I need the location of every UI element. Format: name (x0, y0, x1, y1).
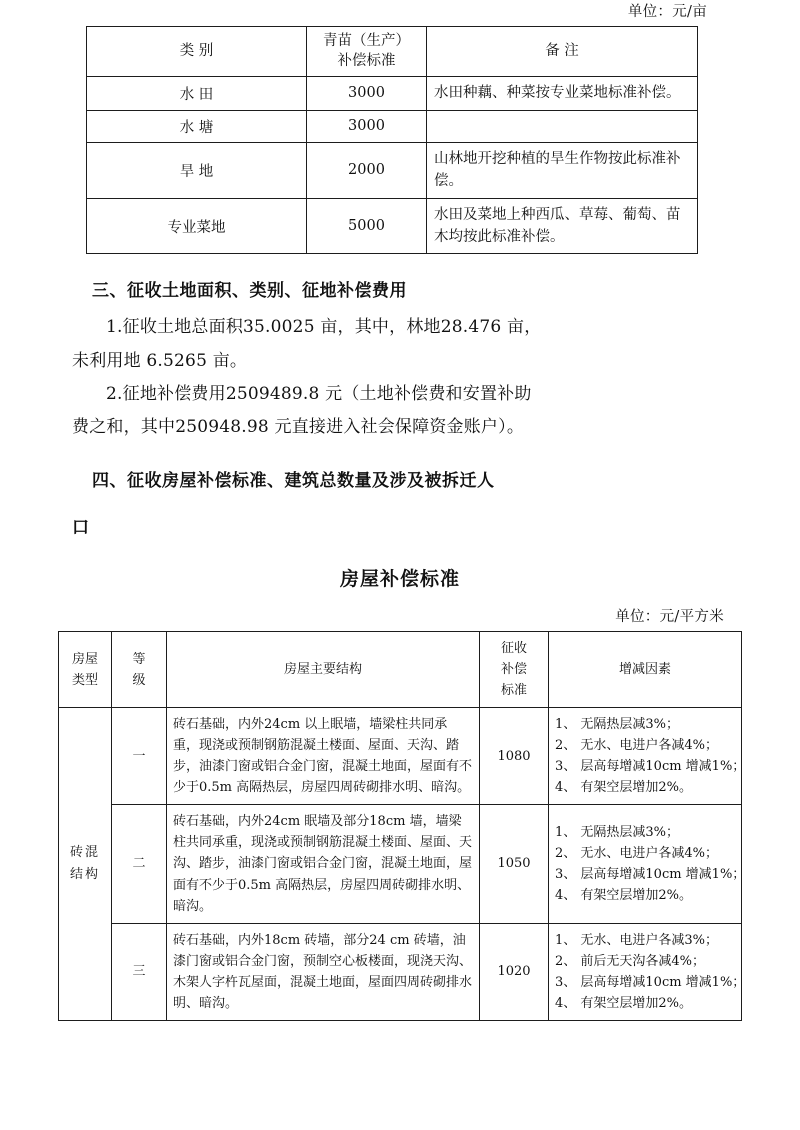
cell-note: 水田种藕、种菜按专业菜地标准补偿。 (427, 77, 698, 110)
cell-standard: 3000 (307, 110, 427, 142)
factor-item: 2、 前后无天沟各减4%； (555, 953, 706, 969)
section-4-heading-cont: 口 (72, 518, 90, 539)
factor-item: 1、 无水、电进户各减3%； (555, 932, 719, 948)
factor-list (555, 930, 746, 1014)
factor-item: 4、 有架空层增加2%。 (555, 780, 693, 796)
factor-item: 2、 无水、电进户各减4%； (555, 845, 719, 861)
table-header-row (87, 27, 698, 77)
header-standard (307, 27, 427, 77)
header-level-line1: 等 (132, 651, 146, 667)
land-table-unit-label: 单位：元/亩 (627, 4, 707, 20)
table-row (87, 77, 698, 110)
table-header-row (59, 632, 742, 708)
table-row (87, 198, 698, 254)
house-table-title: 房屋补偿标准 (339, 568, 460, 591)
cell-standard: 5000 (307, 198, 427, 254)
header-standard (480, 632, 549, 708)
house-compensation-table (58, 631, 746, 1021)
cell-level: 一 (112, 708, 167, 805)
table-row (59, 923, 742, 1020)
table-row (59, 708, 742, 805)
header-level (112, 632, 167, 708)
header-house-type-line1: 房屋 (71, 651, 98, 667)
table-row (87, 110, 698, 142)
header-factors: 增减因素 (549, 632, 742, 708)
cell-note (427, 110, 698, 142)
cell-level: 二 (112, 805, 167, 923)
section-3-paragraph-2-cont: 费之和，其中250948.98 元直接进入社会保障资金账户）。 (72, 416, 525, 437)
cell-note: 山林地开挖种植的旱生作物按此标准补偿。 (427, 142, 698, 198)
table-row (59, 805, 742, 923)
cell-factors (549, 805, 746, 923)
header-house-type-line2: 类型 (71, 672, 98, 688)
section-4-heading: 四、征收房屋补偿标准、建筑总数量及涉及被拆迁人 (92, 471, 495, 492)
cell-standard: 1080 (480, 708, 549, 805)
factor-item: 3、 层高每增减10cm 增减1%； (555, 974, 746, 990)
section-3-paragraph-1-cont: 未利用地 6.5265 亩。 (72, 350, 248, 371)
table-row (87, 142, 698, 198)
cell-category: 专业菜地 (87, 198, 307, 254)
header-standard-line2: 补偿标准 (337, 52, 396, 69)
cell-standard: 1020 (480, 923, 549, 1020)
factor-item: 3、 层高每增减10cm 增减1%； (555, 759, 746, 775)
header-standard-line1: 征收 (500, 641, 527, 657)
house-table-unit-label: 单位：元/平方米 (615, 609, 724, 626)
cell-standard: 3000 (307, 77, 427, 110)
header-standard-line1: 青苗（生产） (323, 33, 410, 49)
cell-structure: 砖石基础，内外24cm 眠墙及部分18cm 墙，墙梁柱共同承重，现浇或预制钢筋混凝土楼面、屋面、天沟、踏步，油漆门窗或铝合金门窗，混凝土地面，屋面有不少于0.5m 高隔热层，房屋四周砖砌排水明、暗沟。 (167, 805, 480, 923)
cell-standard: 1050 (480, 805, 549, 923)
factor-list (555, 714, 746, 798)
header-house-type (59, 632, 112, 708)
section-3-paragraph-1: 1.征收土地总面积35.0025 亩，其中，林地28.476 亩， (106, 317, 542, 338)
section-3-heading: 三、征收土地面积、类别、征地补偿费用 (92, 281, 407, 302)
header-level-line2: 级 (132, 672, 146, 688)
land-compensation-table (86, 26, 698, 254)
cell-factors (549, 708, 746, 805)
header-structure: 房屋主要结构 (167, 632, 480, 708)
header-category: 类 别 (87, 27, 307, 77)
cell-structure: 砖石基础，内外24cm 以上眠墙，墙梁柱共同承重，现浇或预制钢筋混凝土楼面、屋面、天沟、踏步，油漆门窗或铝合金门窗，混凝土地面，屋面有不少于0.5m 高隔热层，房屋四周砖砌排水明、暗沟。 (167, 708, 480, 805)
header-note: 备 注 (427, 27, 698, 77)
factor-item: 4、 有架空层增加2%。 (555, 995, 693, 1011)
factor-item: 4、 有架空层增加2%。 (555, 888, 693, 904)
cell-house-type-text: 砖混结构 (69, 844, 100, 882)
factor-item: 1、 无隔热层减3%； (555, 824, 680, 840)
section-3-paragraph-2: 2.征地补偿费用2509489.8 元（土地补偿费和安置补助 (106, 383, 532, 404)
cell-standard: 2000 (307, 142, 427, 198)
cell-category: 旱 地 (87, 142, 307, 198)
cell-category: 水 塘 (87, 110, 307, 142)
factor-item: 1、 无隔热层减3%； (555, 717, 680, 733)
cell-level: 三 (112, 923, 167, 1020)
cell-category: 水 田 (87, 77, 307, 110)
cell-note: 水田及菜地上种西瓜、草莓、葡萄、苗木均按此标准补偿。 (427, 198, 698, 254)
cell-house-type (59, 708, 112, 1021)
cell-structure: 砖石基础，内外18cm 砖墙，部分24 cm 砖墙，油漆门窗或铝合金门窗，预制空心板楼面，现浇天沟、木架人字杵瓦屋面，混凝土地面，屋面四周砖砌排水明、暗沟。 (167, 923, 480, 1020)
factor-item: 2、 无水、电进户各减4%； (555, 738, 719, 754)
header-standard-line2: 补偿 (500, 662, 527, 678)
cell-factors (549, 923, 746, 1020)
header-standard-line3: 标准 (500, 683, 527, 699)
factor-list (555, 822, 746, 906)
factor-item: 3、 层高每增减10cm 增减1%； (555, 866, 746, 882)
